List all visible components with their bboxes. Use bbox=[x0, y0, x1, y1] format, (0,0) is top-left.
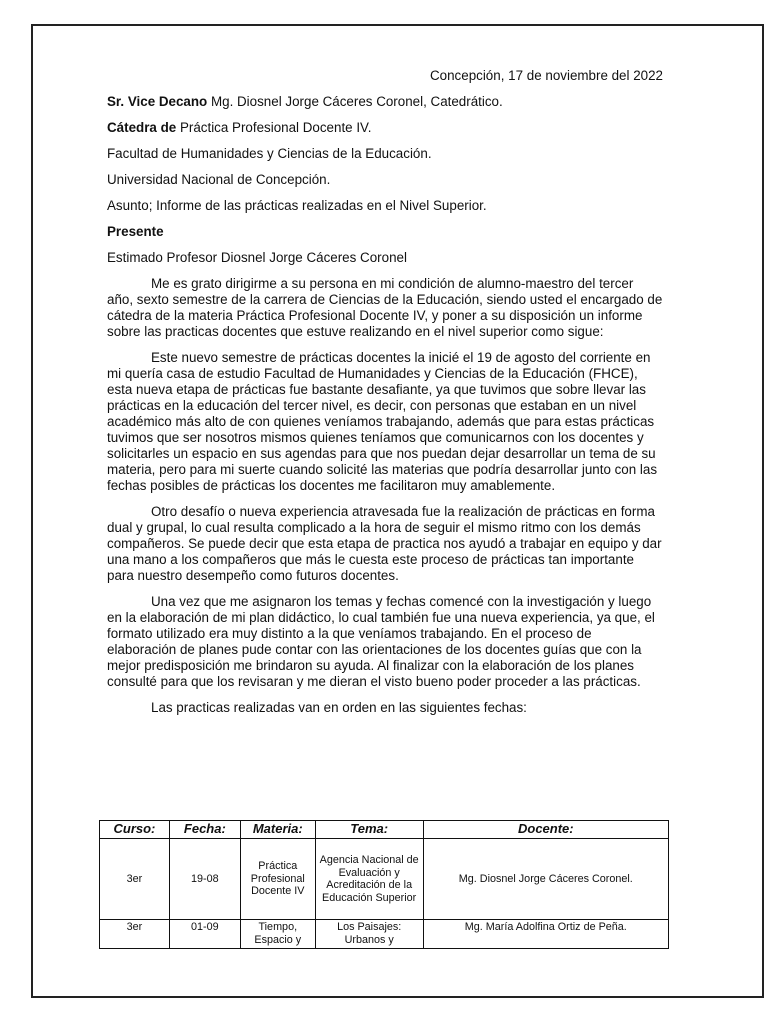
chair-value: Práctica Profesional Docente IV. bbox=[176, 120, 372, 135]
cell-topic: Los Paisajes: Urbanos y bbox=[315, 920, 423, 949]
table-header-row bbox=[100, 821, 669, 839]
cell-date: 19-08 bbox=[169, 839, 240, 920]
cell-subject: Tiempo, Espacio y bbox=[240, 920, 315, 949]
letter-date: Concepción, 17 de noviembre del 2022 bbox=[429, 68, 663, 83]
cell-course: 3er bbox=[100, 839, 170, 920]
table-row bbox=[100, 839, 669, 920]
header-date: Fecha: bbox=[169, 821, 240, 839]
cell-topic: Agencia Nacional de Evaluación y Acreditación de la Educación Superior bbox=[315, 839, 423, 920]
cell-teacher: Mg. Diosnel Jorge Cáceres Coronel. bbox=[423, 839, 668, 920]
chair-label: Cátedra de bbox=[107, 120, 177, 135]
cell-subject: Práctica Profesional Docente IV bbox=[240, 839, 315, 920]
header-teacher: Docente: bbox=[423, 821, 668, 839]
header-subject: Materia: bbox=[240, 821, 315, 839]
recipient-line bbox=[107, 94, 663, 110]
cell-teacher: Mg. María Adolfina Ortiz de Peña. bbox=[423, 920, 668, 949]
cell-date: 01-09 bbox=[169, 920, 240, 949]
subject-line: Asunto; Informe de las prácticas realizadas en el Nivel Superior. bbox=[107, 198, 487, 213]
recipient-name: Mg. Diosnel Jorge Cáceres Coronel, Catedrático. bbox=[207, 94, 503, 109]
chair-line bbox=[107, 120, 663, 136]
practices-table bbox=[99, 820, 669, 949]
cell-course: 3er bbox=[100, 920, 170, 949]
table-row bbox=[100, 920, 669, 949]
header-course: Curso: bbox=[100, 821, 170, 839]
present-line: Presente bbox=[107, 224, 164, 239]
faculty-line: Facultad de Humanidades y Ciencias de la Educación. bbox=[107, 146, 432, 161]
greeting-line: Estimado Profesor Diosnel Jorge Cáceres Coronel bbox=[107, 250, 407, 265]
paragraph: Las practicas realizadas van en orden en las siguientes fechas: bbox=[151, 700, 527, 715]
paragraph: Me es grato dirigirme a su persona en mi condición de alumno-maestro del tercer año, sexto semestre de la carrera de Ciencias de la Educación, siendo usted el encargado de cátedra de la materia Práctica Profesional Docente IV, y poner a su disposición un informe sobre las practicas docentes que estuve realizando en el nivel superior como sigue: bbox=[107, 276, 663, 339]
paragraph: Este nuevo semestre de prácticas docentes la inicié el 19 de agosto del corriente en mi quería casa de estudio Facultad de Humanidades y Ciencias de la Educación (FHCE), esta nueva etapa de prácticas fue bastante desafiante, ya que tuvimos que sobre llevar las prácticas en la educación del tercer nivel, es decir, con personas que estaban en un nivel académico más alto de con quienes veníamos trabajando, además que para estas prácticas tuvimos que ser nosotros mismos quienes teníamos que comunicarnos con los docentes y solicitarles un espacio en sus agendas para que nos puedan dejar desarrollar un tema de su materia, pero para mi suerte cuando solicité las materias que podría desarrollar junto con las fechas posibles de prácticas los docentes me facilitaron muy amablemente. bbox=[107, 350, 658, 493]
paragraph: Una vez que me asignaron los temas y fechas comencé con la investigación y luego en la elaboración de mi plan didáctico, lo cual también fue una nueva experiencia, ya que, el formato utilizado era muy distinto a la que veníamos trabajando. En el proceso de elaboración de planes pude contar con las orientaciones de los docentes guías que con la mejor predisposición me brindaron su ayuda. Al finalizar con la elaboración de los planes consulté para que los revisaran y me dieran el visto bueno poder proceder a las prácticas. bbox=[107, 594, 655, 689]
header-topic: Tema: bbox=[315, 821, 423, 839]
recipient-title: Sr. Vice Decano bbox=[107, 94, 208, 109]
paragraph: Otro desafío o nueva experiencia atravesada fue la realización de prácticas en forma dual y grupal, lo cual resulta complicado a la hora de seguir el mismo ritmo con los demás compañeros. Se puede decir que esta etapa de practica nos ayudó a trabajar en equipo y dar una mano a los compañeros que más le cuesta este proceso de prácticas tan importante para nuestro desempeño como futuros docentes. bbox=[107, 504, 662, 583]
letter-body bbox=[107, 68, 663, 726]
practices-table-wrap bbox=[99, 820, 669, 949]
university-line: Universidad Nacional de Concepción. bbox=[107, 172, 331, 187]
